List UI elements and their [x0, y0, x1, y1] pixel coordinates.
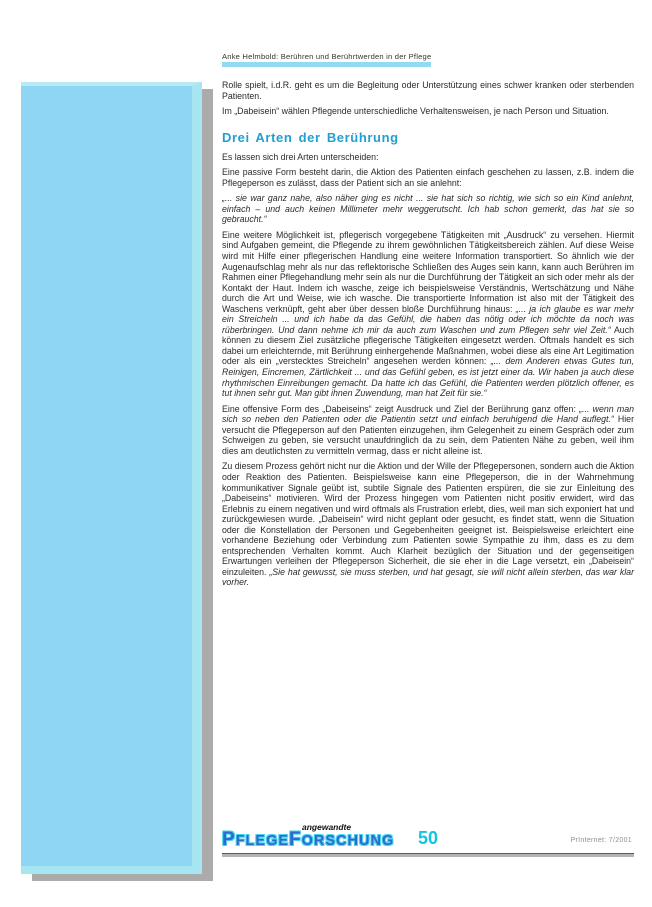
issue-label: PrInternet: 7/2001	[570, 837, 632, 844]
body-text: Eine offensive Form des „Dabeiseins“ zeigt Ausdruck und Ziel der Berührung ganz offen:	[222, 403, 580, 414]
article-text-column	[222, 80, 634, 593]
body-text: Rolle spielt, i.d.R. geht es um die Begleitung oder Unterstützung eines schwer kranken oder sterbenden Patienten.	[222, 80, 634, 101]
running-header-text: Anke Helmbold: Berühren und Berührtwerden in der Pflege	[222, 52, 431, 67]
paragraph	[222, 106, 634, 117]
quote-text: „... dem Anderen etwas Gutes tun, Reinigen, Eincremen, Zärtlichkeit ... und das Gefühl geben, es ist jetzt einer da. Wir haben ja auch diese rhythmischen Einreibungen gemacht. Da hatte ich das Gefühl, die Patienten werden plötzlich offener, es tut ihnen sehr gut. Man gibt ihnen Zuwendung, man hat Zeit für sie.“	[222, 356, 634, 399]
section-paragraphs	[222, 152, 634, 588]
page-footer	[222, 822, 634, 868]
paragraph	[222, 461, 634, 588]
body-text: Im „Dabeisein“ wählen Pflegende unterschiedliche Verhaltensweisen, je nach Person und Situation.	[222, 106, 609, 117]
body-text: Eine passive Form besteht darin, die Aktion des Patienten einfach geschehen zu lassen, z.B. indem die Pflegeperson es zulässt, dass der Patient sich an sie anlehnt:	[222, 167, 634, 188]
section-heading: Drei Arten der Berührung	[222, 129, 399, 145]
footer-rule	[222, 853, 634, 857]
body-text: Zu diesem Prozess gehört nicht nur die Aktion und der Wille der Pflegepersonen, sondern auch die Aktion oder Reaktion des Patienten. Beispielsweise kann eine Pflegeperson, die in der Wahrnehmung kommunikativer Signale geübt ist, subtile Signale des Patienten erspüren, die sie zur Einleitung des „Dabeiseins“ motivieren. Wird der Prozess hingegen vom Patienten nicht positiv erwidert, wird das Erlebnis zu einem negativen und wird oftmals als Frustration erlebt, dies, weil man sich exponiert hat und zurückgewiesen wurde. „Dabeisein“ wird nicht geplant oder gesucht, es findet statt, wenn die Situation oder die Konstellation der Personen und Gegebenheiten geeignet ist. Beispielsweise erleichtert eine vorhandene Beziehung oder Verbindung zum Patienten sowie Sympathie zu ihm, dass es zu dem entsprechenden Verhalten kommt. Auch Klarheit bezüglich der Situation und der gegenseitigen Erwartungen verleihen der Pflegeperson Sicherheit, die sie eher in die Lage versetzt, ein „Dabeisein“ einzuleiten.	[222, 461, 634, 577]
paragraph	[222, 404, 634, 457]
decorative-sidebar-block	[21, 82, 202, 874]
quote-text: „Sie hat gewusst, sie muss sterben, und hat gesagt, sie will nicht allein sterben, das war klar vorher.	[222, 566, 634, 588]
paragraph	[222, 193, 634, 225]
body-text: Eine weitere Möglichkeit ist, pflegerisch vorgegebene Tätigkeiten mit „Ausdruck“ zu versehen. Hiermit sind Aufgaben gemeint, die Pflegende zu ihrem gewöhnlichen Tätigkeitsbereich zählen. Auf diese Weise wird mit Hilfe einer pflegerischen Handlung eine weitere Information transportiert. So ähnlich wie der Augenaufschlag mehr als nur das reflektorische Schließen des Auges sein kann, kann auch Berühren im Rahmen einer Pflegehandlung mehr sein als nur die Durchführung der Tätigkeit an sich oder mehr als der Kontakt der Haut. Indem ich wasche, zeige ich beispielsweise Verständnis, Wertschätzung und Nähe durch die Art und Weise, wie ich wasche. Die transportierte Information ist also mit der Tätigkeit des Waschens verknüpft, geht aber über dessen bloße Durchführung hinaus:	[222, 229, 634, 314]
body-text: Auch können zu diesem Ziel zusätzliche pflegerische Tätigkeiten eingesetzt werden. Oftmals handelt es sich dabei um erleichternde, mit Berührung einhergehende Maßnahmen, wobei diese als eine Art Legitimation oder als ein „verstecktes Streicheln“ angesehen werden können:	[222, 324, 634, 367]
quote-text: „... sie war ganz nahe, also näher ging es nicht ... sie hat sich so richtig, wie sich so ein Kind anlehnt, einfach – und auch keinen Millimeter mehr weggerutscht. Ich hab schon gemerkt, das hat sie so gebraucht.“	[222, 193, 634, 225]
journal-imprint-small: angewandte	[302, 822, 352, 832]
paragraph	[222, 167, 634, 188]
body-text: Es lassen sich drei Arten unterscheiden:	[222, 151, 379, 162]
journal-logo	[222, 829, 394, 851]
footer-rule-light-line	[222, 854, 634, 857]
paragraph	[222, 230, 634, 399]
logo-letters: ORSCHUNG	[301, 833, 395, 849]
running-header	[222, 52, 431, 67]
logo-letters: FLEGE	[235, 833, 290, 849]
quote-text: „... wenn man sich so neben den Patienten oder die Patientin setzt und einfach beruhigend die Hand auflegt.“	[222, 403, 634, 425]
paragraph	[222, 152, 634, 163]
intro-paragraphs	[222, 80, 634, 117]
body-text: Hier versucht die Pflegeperson auf den Patienten einzugehen, ihm Gelegenheit zu einem Gespräch oder zum Schweigen zu geben, sie versucht unaufdringlich da zu sein, dem Patienten Nähe zu geben, weil ihm dies am deutlichsten zu vermitteln vermag, dass er nicht alleine ist.	[222, 414, 634, 456]
quote-text: „... ja ich glaube es war mehr ein Streicheln ... und ich habe da das Gefühl, die haben das nötig oder ich möchte da noch was rüberbringen. Und dann nehme ich mir da auch zum Waschen und zum Pflegen sehr viel Zeit.“	[222, 303, 634, 335]
paragraph	[222, 80, 634, 101]
page-number: 50	[418, 828, 439, 848]
logo-letter: P	[222, 829, 236, 850]
logo-letter: F	[289, 829, 302, 850]
